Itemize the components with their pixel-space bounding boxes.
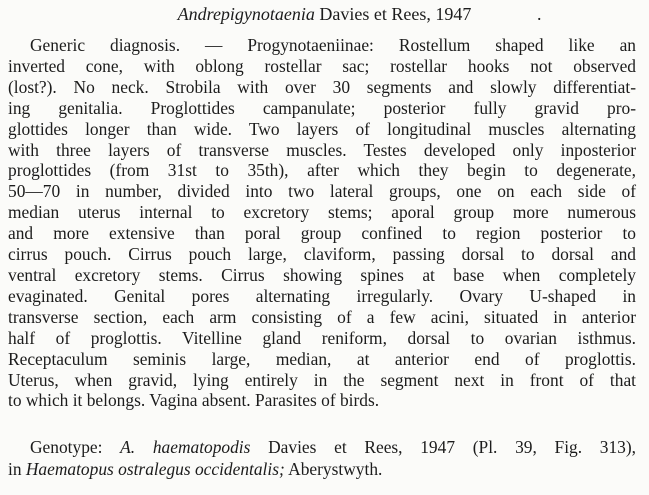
text-line: 50—70 in number, divided into two lateral groups, one on each side of: [8, 181, 636, 202]
text-line: glottides longer than wide. Two layers of longitudinal muscles alternating: [8, 118, 636, 139]
genotype-species: A. haematopodis: [120, 437, 251, 457]
stray-mark: .: [537, 4, 542, 24]
text-line: Generic diagnosis. — Progynotaeniinae: Rostellum shaped like an: [30, 35, 636, 55]
text-line: half of proglottis. Vitelline gland reniform, dorsal to ovarian isthmus.: [8, 327, 636, 348]
text-line: ventral excretory stems. Cirrus showing spines at base when completely: [8, 264, 636, 285]
text-line: Receptaculum seminis large, median, at anterior end of proglottis.: [8, 348, 636, 369]
host-prefix: in: [8, 459, 26, 479]
text-line: Uterus, when gravid, lying entirely in the segment next in front of that: [8, 369, 636, 390]
genotype-label: Genotype:: [30, 437, 121, 457]
locality: Aberystwyth.: [284, 459, 383, 479]
text-line: with three layers of transverse muscles. Testes developed only inposterior: [8, 139, 636, 160]
text-line: and more extensive than poral group confined to region posterior to: [8, 223, 636, 244]
genotype-authority: Davies et Rees, 1947 (Pl. 39, Fig. 313),: [250, 437, 636, 457]
text-line: median uterus internal to excretory stems; aporal group more numerous: [8, 202, 636, 223]
text-line: ing genitalia. Proglottides campanulate; posterior fully gravid pro-: [8, 97, 636, 118]
text-line: evaginated. Genital pores alternating irregularly. Ovary U-shaped in: [8, 285, 636, 306]
generic-diagnosis-paragraph: [8, 35, 636, 411]
text-line: transverse section, each arm consisting of a few acini, situated in anterior: [8, 306, 636, 327]
genotype-line-1: [8, 436, 636, 458]
text-line: cirrus pouch. Cirrus pouch large, claviform, passing dorsal to dorsal and: [8, 244, 636, 265]
host-name: Haematopus ostralegus occidentalis;: [25, 459, 285, 479]
text-line: proglottides (from 31st to 35th), after which they begin to degenerate,: [8, 160, 636, 181]
genotype-line-2: [8, 458, 636, 480]
genus-name: Andrepigynotaenia: [177, 4, 315, 24]
genotype-paragraph: [8, 436, 636, 480]
text-line: (lost?). No neck. Strobila with over 30 segments and slowly differentiat-: [8, 76, 636, 97]
text-line: to which it belongs. Vagina absent. Parasites of birds.: [8, 390, 380, 411]
genus-authority: Davies et Rees, 1947: [319, 4, 472, 24]
text-line: inverted cone, with oblong rostellar sac; rostellar hooks not observed: [8, 55, 636, 76]
genus-heading: [0, 2, 649, 26]
